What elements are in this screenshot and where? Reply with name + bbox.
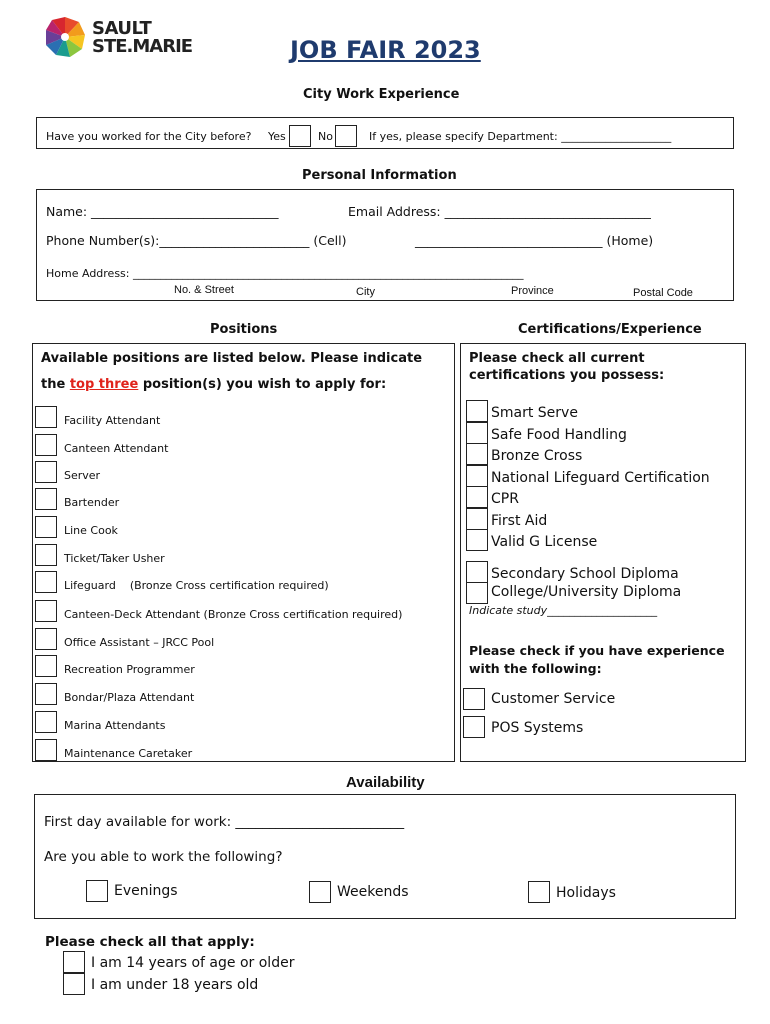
experience-intro1: Please check if you have experience [469, 643, 725, 658]
home-phone-field[interactable]: ______________________________ (Home) [415, 233, 654, 248]
position-checkbox[interactable] [35, 544, 57, 566]
certification-label: First Aid [491, 513, 548, 529]
personal-info-heading: Personal Information [302, 168, 457, 183]
cell-phone-field[interactable]: Phone Number(s):________________________ (Cell) [46, 233, 347, 248]
address-city-caption: City [356, 286, 375, 298]
weekends-label: Weekends [337, 884, 409, 900]
email-field[interactable]: Email Address: _________________________________ [348, 204, 651, 219]
certification-label: Valid G License [491, 534, 598, 550]
position-checkbox[interactable] [35, 406, 57, 428]
position-label: Canteen-Deck Attendant (Bronze Cross certification required) [64, 608, 403, 621]
name-field[interactable]: Name: ______________________________ [46, 204, 279, 219]
customer-service-label: Customer Service [491, 691, 616, 707]
secondary-diploma-label: Secondary School Diploma [491, 566, 679, 582]
yes-checkbox[interactable] [289, 125, 311, 147]
under-18-checkbox[interactable] [63, 973, 85, 995]
certification-checkbox[interactable] [466, 422, 488, 444]
certification-checkbox[interactable] [466, 465, 488, 487]
certification-checkbox[interactable] [466, 508, 488, 530]
position-label: Bondar/Plaza Attendant [64, 691, 195, 704]
position-checkbox[interactable] [35, 434, 57, 456]
address-street-caption: No. & Street [174, 284, 234, 296]
position-checkbox[interactable] [35, 516, 57, 538]
positions-intro-line2 [41, 377, 386, 392]
secondary-diploma-checkbox[interactable] [466, 561, 488, 583]
logo-text-line1: SAULT [92, 18, 152, 39]
no-checkbox[interactable] [335, 125, 357, 147]
positions-intro-the: the [41, 377, 66, 392]
position-checkbox[interactable] [35, 628, 57, 650]
apply-heading: Please check all that apply: [45, 934, 255, 950]
position-checkbox[interactable] [35, 600, 57, 622]
certification-checkbox[interactable] [466, 486, 488, 508]
worked-before-question: Have you worked for the City before? [46, 130, 252, 143]
page-title: JOB FAIR 2023 [290, 36, 481, 64]
position-label: Server [64, 469, 101, 482]
position-label: Marina Attendants [64, 719, 166, 732]
position-label: Line Cook [64, 524, 118, 537]
college-diploma-checkbox[interactable] [466, 582, 488, 604]
logo-icon [44, 16, 86, 58]
position-label: Canteen Attendant [64, 442, 169, 455]
first-day-field[interactable]: First day available for work: _________________________ [44, 814, 405, 830]
certifications-intro1: Please check all current [469, 351, 645, 366]
customer-service-checkbox[interactable] [463, 688, 485, 710]
positions-intro-rest: position(s) you wish to apply for: [142, 377, 387, 392]
position-checkbox[interactable] [35, 488, 57, 510]
position-checkbox[interactable] [35, 711, 57, 733]
position-checkbox[interactable] [35, 655, 57, 677]
certification-label: Bronze Cross [491, 448, 583, 464]
certification-label: Smart Serve [491, 405, 578, 421]
top-three-highlight: top three [69, 377, 139, 392]
evenings-label: Evenings [114, 883, 178, 899]
certifications-heading: Certifications/Experience [518, 322, 702, 337]
home-address-field[interactable]: Home Address: _______________________________________________________________________ [46, 267, 524, 280]
availability-heading: Availability [346, 774, 425, 791]
position-label: Ticket/Taker Usher [64, 552, 165, 565]
position-checkbox[interactable] [35, 461, 57, 483]
under-18-label: I am under 18 years old [91, 977, 259, 993]
address-province-caption: Province [511, 285, 554, 297]
no-label: No [318, 130, 333, 143]
position-label: Office Assistant – JRCC Pool [64, 636, 215, 649]
yes-label: Yes [268, 130, 286, 143]
age-14-label: I am 14 years of age or older [91, 955, 295, 971]
position-label: Bartender [64, 496, 120, 509]
position-checkbox[interactable] [35, 683, 57, 705]
certification-label: CPR [491, 491, 519, 507]
certifications-intro2: certifications you possess: [469, 368, 665, 383]
age-14-checkbox[interactable] [63, 951, 85, 973]
position-checkbox[interactable] [35, 571, 57, 593]
certification-label: Safe Food Handling [491, 427, 627, 443]
certification-checkbox[interactable] [466, 529, 488, 551]
department-field[interactable]: If yes, please specify Department: ____________________ [369, 130, 672, 143]
position-label: Maintenance Caretaker [64, 747, 193, 760]
position-checkbox[interactable] [35, 739, 57, 761]
positions-intro-line1: Available positions are listed below. Please indicate [41, 351, 423, 366]
certification-checkbox[interactable] [466, 400, 488, 422]
weekends-checkbox[interactable] [309, 881, 331, 903]
holidays-label: Holidays [556, 885, 616, 901]
indicate-study-field[interactable]: Indicate study____________________ [469, 604, 658, 617]
pos-systems-label: POS Systems [491, 720, 584, 736]
holidays-checkbox[interactable] [528, 881, 550, 903]
logo-text-line2: STE.MARIE [92, 36, 193, 57]
city-logo [44, 16, 86, 58]
address-postal-caption: Postal Code [633, 287, 693, 299]
position-label: Facility Attendant [64, 414, 161, 427]
certification-checkbox[interactable] [466, 443, 488, 465]
position-label: Lifeguard (Bronze Cross certification required) [64, 579, 329, 592]
city-work-heading: City Work Experience [303, 87, 460, 102]
experience-intro2: with the following: [469, 661, 602, 676]
evenings-checkbox[interactable] [86, 880, 108, 902]
pos-systems-checkbox[interactable] [463, 716, 485, 738]
positions-heading: Positions [210, 322, 278, 337]
certification-label: National Lifeguard Certification [491, 470, 710, 486]
position-label: Recreation Programmer [64, 663, 195, 676]
able-to-work-question: Are you able to work the following? [44, 849, 283, 865]
college-diploma-label: College/University Diploma [491, 584, 682, 600]
